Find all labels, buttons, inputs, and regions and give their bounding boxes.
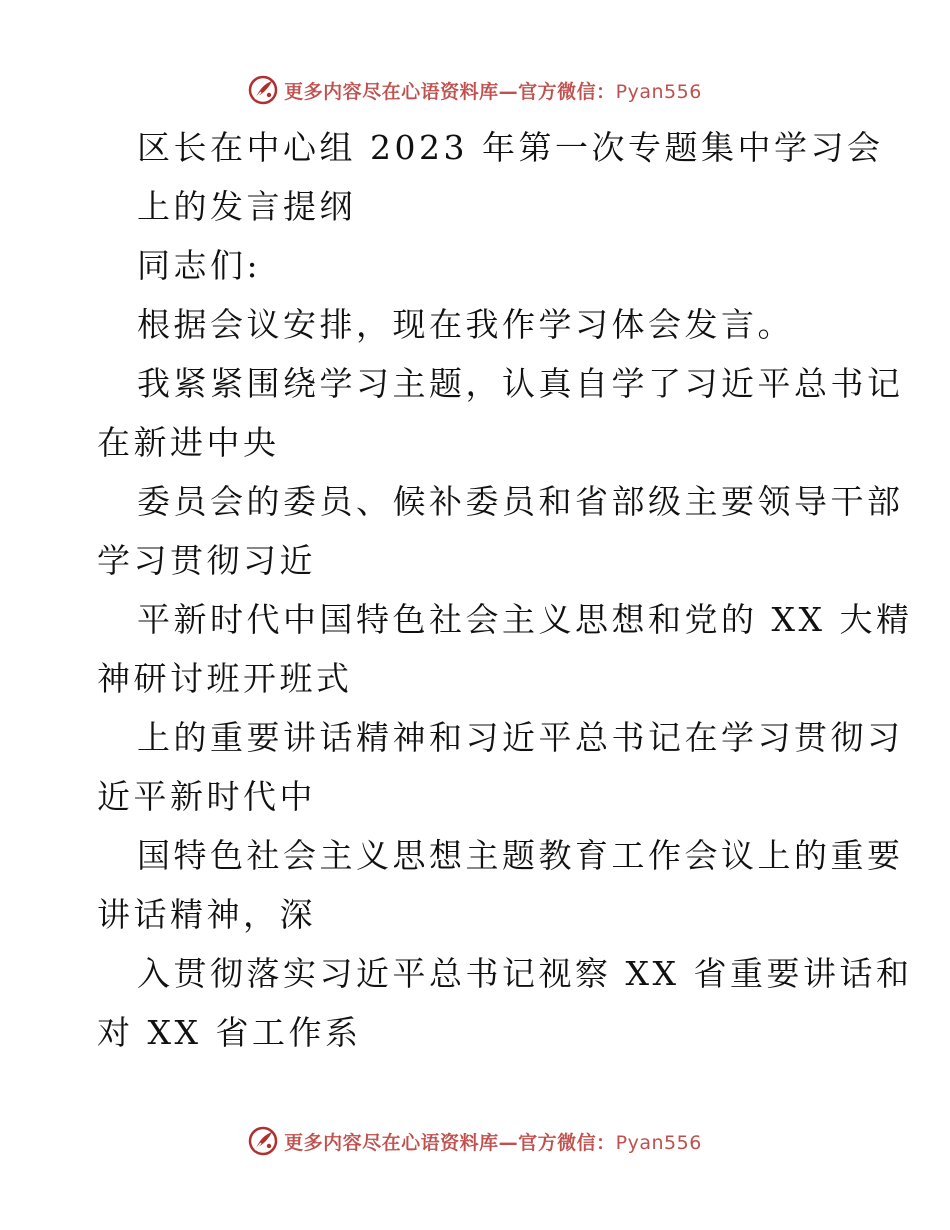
- doc-paragraph-line: 近平新时代中: [97, 777, 316, 816]
- feather-pen-logo-icon: [248, 1126, 278, 1156]
- document-body: [97, 118, 913, 1062]
- doc-paragraph-line: 国特色社会主义思想主题教育工作会议上的重要: [137, 836, 904, 875]
- doc-title-line-2: 上的发言提纲: [137, 187, 356, 226]
- doc-paragraph-line: 委员会的委员、候补委员和省部级主要领导干部: [137, 482, 904, 521]
- header-watermark-wechat-id: Pyan556: [615, 80, 702, 103]
- doc-salutation: 同志们:: [137, 246, 262, 285]
- doc-paragraph-line: 在新进中央: [97, 423, 280, 462]
- header-watermark-text-cn: 更多内容尽在心语资料库—官方微信：: [284, 80, 616, 103]
- doc-paragraph-line: 入贯彻落实习近平总书记视察 XX 省重要讲话和: [137, 954, 913, 993]
- footer-watermark-text: [284, 1128, 702, 1155]
- doc-paragraph-line: 神研讨班开班式: [97, 659, 353, 698]
- feather-pen-logo-icon: [248, 75, 278, 105]
- doc-paragraph-line: 讲话精神，深: [97, 895, 316, 934]
- footer-watermark-banner: [0, 1121, 950, 1161]
- doc-paragraph-line: 我紧紧围绕学习主题，认真自学了习近平总书记: [137, 364, 904, 403]
- doc-paragraph-line: 平新时代中国特色社会主义思想和党的 XX 大精: [137, 600, 913, 639]
- header-watermark-banner: [0, 70, 950, 110]
- doc-title-line-1: 区长在中心组 2023 年第一次专题集中学习会: [137, 128, 884, 167]
- doc-paragraph-line: 学习贯彻习近: [97, 541, 316, 580]
- footer-watermark-wechat-id: Pyan556: [615, 1131, 702, 1154]
- doc-paragraph-line: 对 XX 省工作系: [97, 1013, 362, 1052]
- doc-paragraph-line: 根据会议安排，现在我作学习体会发言。: [137, 305, 794, 344]
- header-watermark-text: [284, 77, 702, 104]
- doc-paragraph-line: 上的重要讲话精神和习近平总书记在学习贯彻习: [137, 718, 904, 757]
- footer-watermark-text-cn: 更多内容尽在心语资料库—官方微信：: [284, 1131, 616, 1154]
